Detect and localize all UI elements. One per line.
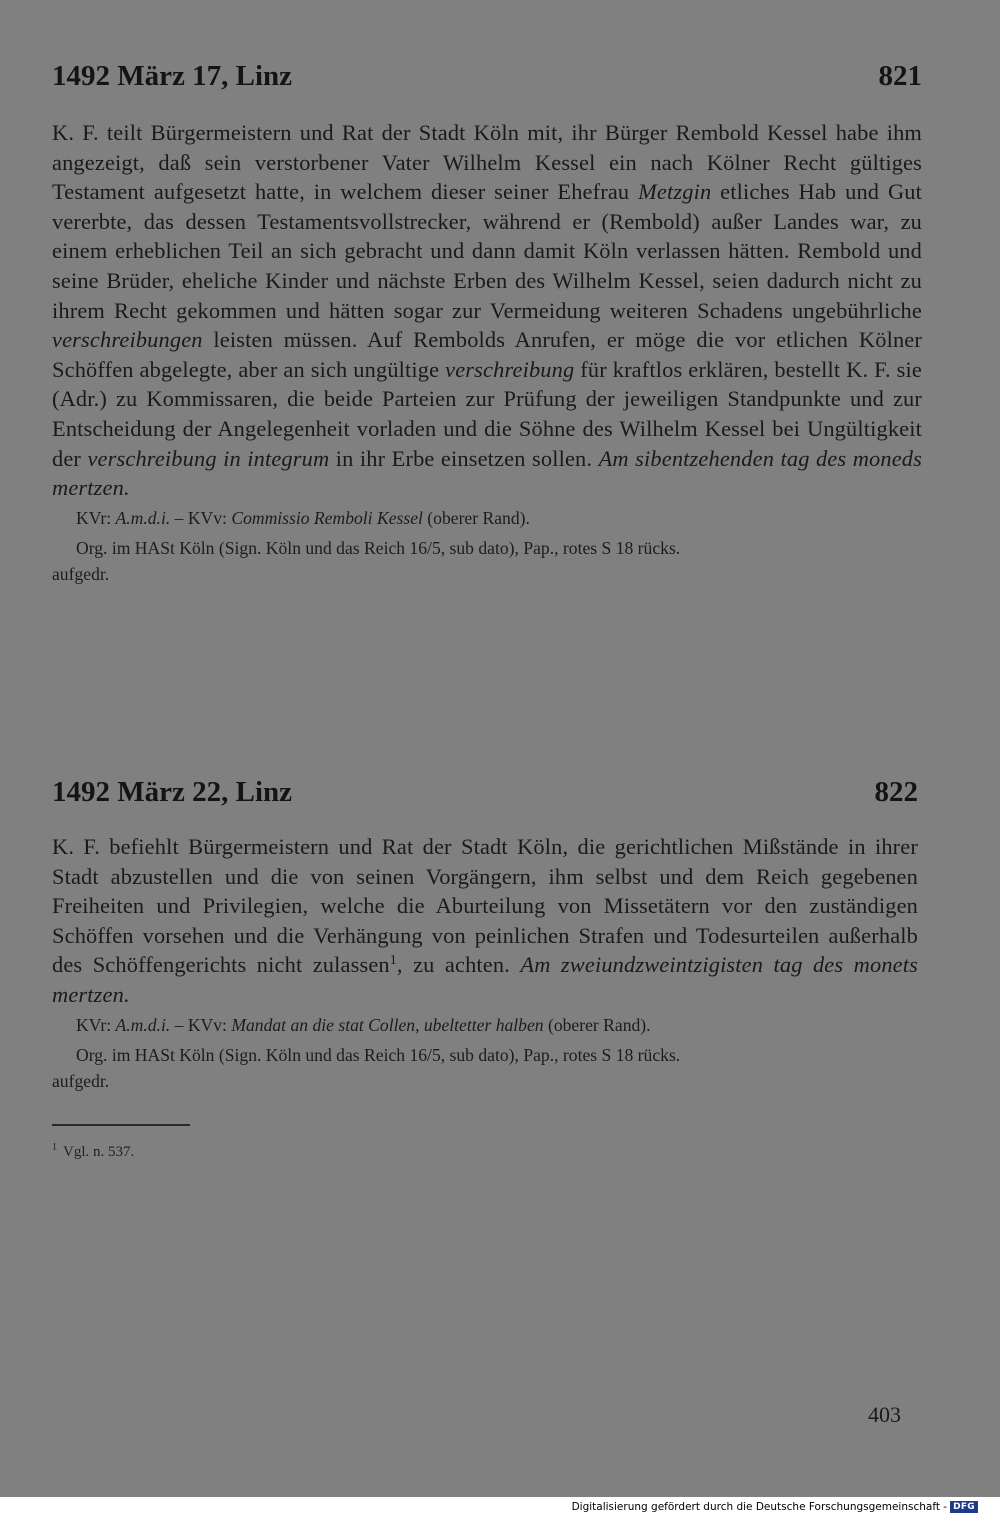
archive-note-line: aufgedr. (52, 1070, 110, 1091)
entry-summary (52, 832, 918, 1010)
italic-text: Metzgin (638, 179, 712, 205)
page-number: 403 (868, 1402, 901, 1427)
text-run: (oberer Rand). (422, 507, 530, 528)
archive-note-line: Org. im HASt Köln (Sign. Köln und das Reich 16/5, sub dato), Pap., rotes S 18 rücks. (76, 1044, 681, 1065)
endorsement-note (52, 505, 922, 531)
italic-text: verschreibung in integrum (87, 445, 330, 471)
entry-number: 821 (878, 60, 922, 92)
text-run: K. F. teilt Bürgermeistern und Rat der Stadt Köln mit, ihr Bürger Rembold Kessel habe ihm angezeigt, daß sein verstorbener Vater Wilhelm Kessel ein nach Kölner Recht gültiges Testament aufgesetzt hatte, in welchem dieser seiner Ehefrau (52, 120, 922, 205)
footnote (52, 1137, 134, 1163)
entry-heading (52, 772, 918, 812)
text-run: für kraftlos erklären, bestellt K. F. sie (Adr.) zu Kommissaren, die beide Parteien zur Prüfung der jeweiligen Standpunkte und zur Entscheidung der Angelegenheit vorladen und die Söhne des Wilhelm Kessel bei Ungültigkeit der (52, 356, 922, 471)
italic-text: Am sibentzehenden tag des moneds mertzen. (52, 445, 922, 501)
text-run: etliches Hab und Gut vererbte, das dessen Testamentsvollstrecker, während er (Rembold) außer Landes war, zu einem erheblichen Teil an sich gebracht und dann damit Köln verlassen hätten. Rembold und seine Brüder, eheliche Kinder und nächste Erben des Wilhelm Kessel, seien dadurch nicht zu ihrem Recht gekommen und hätten sogar zur Vermeidung weiteren Schadens ungebührliche (52, 179, 922, 323)
footnote-text: Vgl. n. 537. (63, 1144, 135, 1160)
entry-date-place: 1492 März 17, Linz (52, 60, 293, 92)
entry-summary (52, 118, 922, 503)
funding-credit (572, 1500, 978, 1514)
credit-bar (0, 1497, 1000, 1518)
text-run: KVr: (76, 507, 116, 528)
italic-text: A.m.d.i. (115, 507, 171, 528)
text-run: – KVv: (170, 507, 232, 528)
entry-date-place: 1492 März 22, Linz (52, 776, 293, 808)
text-run: – KVv: (170, 1014, 232, 1035)
italic-text: Am zweiundzweintzigisten tag des monets mertzen. (52, 952, 918, 1007)
italic-text: Commissio Remboli Kessel (231, 507, 423, 528)
archive-note-line: aufgedr. (52, 563, 110, 584)
text-run: , zu achten. (396, 952, 521, 978)
footnote-divider (52, 1124, 190, 1126)
entry-number: 822 (874, 776, 918, 808)
archive-note (52, 535, 922, 587)
footnote-marker: 1 (52, 1142, 57, 1153)
italic-text: Mandat an die stat Collen, ubeltetter halben (231, 1014, 544, 1035)
text-run: K. F. befiehlt Bürgermeistern und Rat der Stadt Köln, die gerichtlichen Mißstände in ihrer Stadt abzustellen und die von seinen Vorgängern, ihm selbst und dem Reich gegebenen Freiheiten und Privilegien, welche die Aburteilung von Missetätern vor den zuständigen Schöffen vorsehen und die Verhängung von peinlichen Strafen und Todesurteilen außerhalb des Schöffengerichts nicht zulassen (52, 834, 918, 978)
dfg-logo: DFG (950, 1501, 978, 1513)
entry-heading (52, 56, 922, 96)
document-entry-822 (52, 772, 918, 1094)
italic-text: verschreibungen (52, 327, 203, 353)
text-run: leisten müssen. Auf Rembolds Anrufen, er möge die vor etlichen Kölner Schöffen abgelegte, aber an sich ungültige (52, 327, 922, 382)
italic-text: A.m.d.i. (115, 1014, 171, 1035)
archive-note (52, 1042, 918, 1094)
text-run: in ihr Erbe einsetzen sollen. (329, 445, 599, 471)
endorsement-note (52, 1012, 918, 1038)
funding-credit-text: Digitalisierung gefördert durch die Deutsche Forschungsgemeinschaft - (571, 1501, 948, 1513)
footnote-reference: 1 (389, 953, 397, 969)
archive-note-line: Org. im HASt Köln (Sign. Köln und das Reich 16/5, sub dato), Pap., rotes S 18 rücks. (76, 537, 681, 558)
text-run: KVr: (76, 1014, 116, 1035)
text-run: (oberer Rand). (543, 1014, 651, 1035)
italic-text: verschreibung (445, 356, 575, 382)
document-entry-821 (52, 56, 922, 587)
